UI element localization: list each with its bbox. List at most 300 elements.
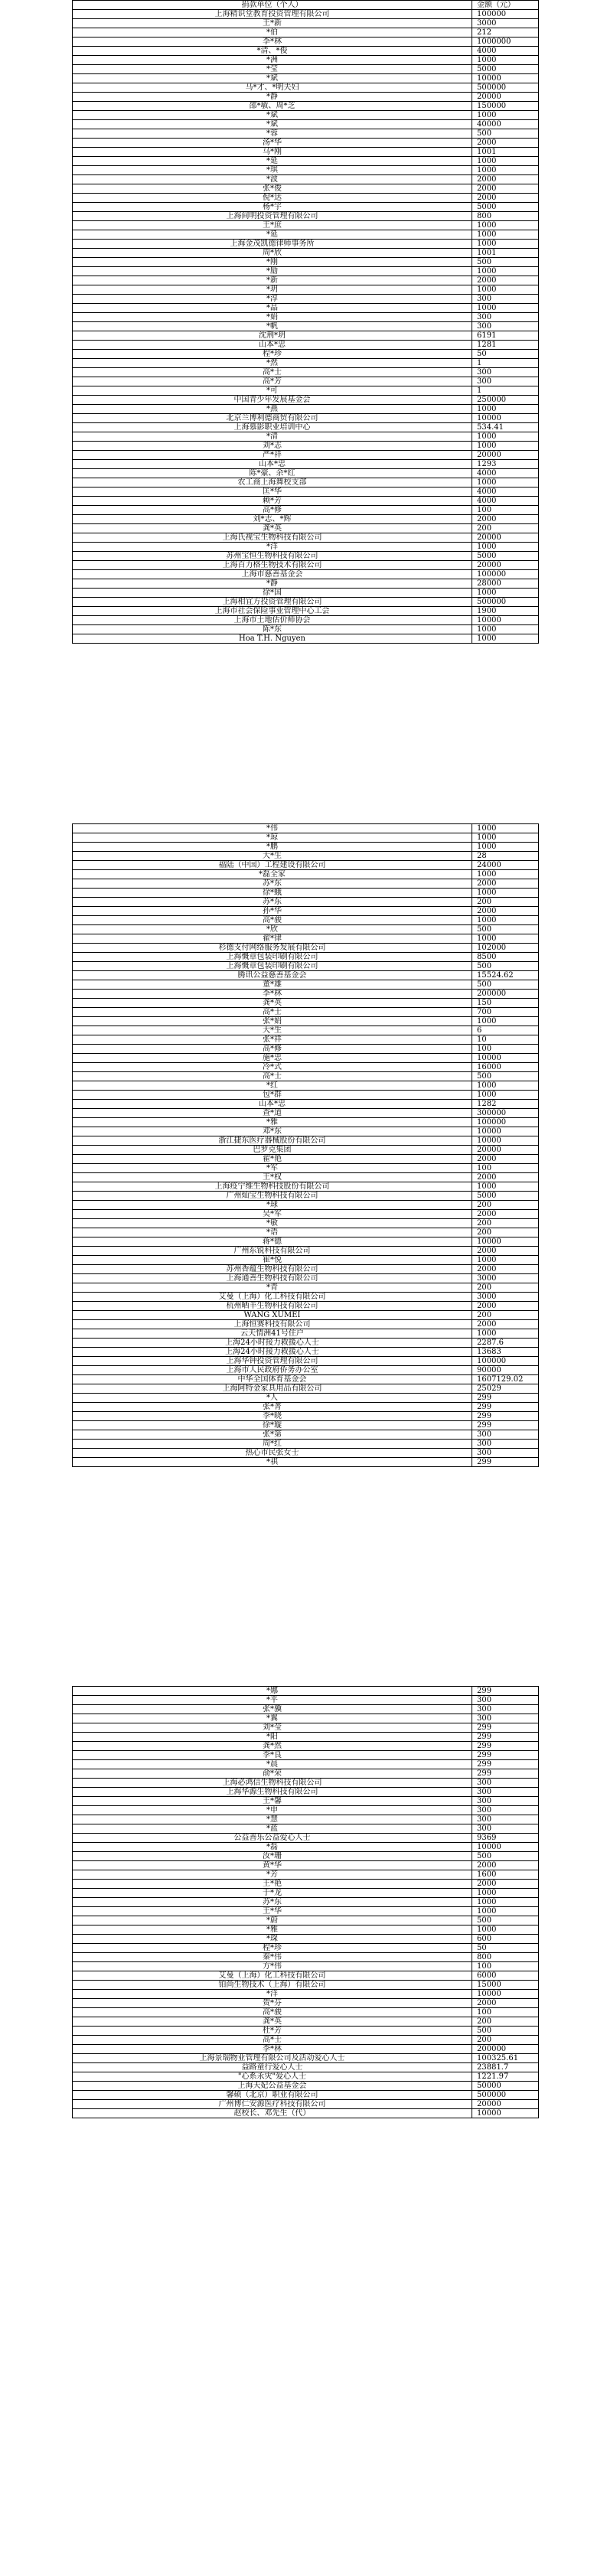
donor-name: 苏*东 <box>73 879 472 889</box>
donor-name: 苏州香蕴生物科技有限公司 <box>73 1265 472 1274</box>
table-row <box>73 1430 539 1440</box>
donor-name: *蓝 <box>73 1824 472 1834</box>
donor-name: 热心市民张女士 <box>73 1449 472 1458</box>
table-row <box>73 377 539 386</box>
table-row <box>73 1100 539 1109</box>
table-row <box>73 515 539 524</box>
donor-name: 徐*璇 <box>73 1421 472 1430</box>
donor-name: *延 <box>73 230 472 240</box>
table-row <box>73 1449 539 1458</box>
donation-amount: 1000 <box>472 111 539 120</box>
donor-name: 李*林 <box>73 37 472 47</box>
table-row <box>73 1375 539 1384</box>
donor-name: 王*庶 <box>73 221 472 230</box>
donation-amount: 1000000 <box>472 37 539 47</box>
table-row <box>73 295 539 304</box>
table-row <box>73 1751 539 1760</box>
donor-name: *伟 <box>73 824 472 833</box>
donor-name: 上海慕影职业培训中心 <box>73 423 472 432</box>
donor-name: 董*雄 <box>73 980 472 990</box>
donation-amount: 500 <box>472 1916 539 1925</box>
donation-amount: 300 <box>472 1797 539 1806</box>
donor-name: 李*林 <box>73 990 472 999</box>
donation-amount: 1000 <box>472 843 539 852</box>
table-row <box>73 487 539 497</box>
donation-amount: 2000 <box>472 1210 539 1219</box>
donation-amount: 200 <box>472 1311 539 1320</box>
table-row <box>73 74 539 83</box>
table-row <box>73 1182 539 1192</box>
donor-name: 苏*东 <box>73 898 472 907</box>
table-row <box>73 1091 539 1100</box>
donation-amount: 500000 <box>472 598 539 607</box>
donation-amount: 10000 <box>472 616 539 625</box>
donor-name: *磊 <box>73 1843 472 1852</box>
donor-name: 高*士 <box>73 2036 472 2045</box>
donation-amount: 299 <box>472 1412 539 1421</box>
donor-name: 高*芳 <box>73 377 472 386</box>
table-row <box>73 2091 539 2100</box>
donor-name: 上海百力格生物技术有限公司 <box>73 561 472 570</box>
donor-name: 匡*华 <box>73 487 472 497</box>
table-row <box>73 1990 539 1999</box>
table-row <box>73 879 539 889</box>
donor-name: 上海市土地估价师协会 <box>73 616 472 625</box>
table-row <box>73 824 539 833</box>
table-row <box>73 1339 539 1348</box>
donation-amount: 6000 <box>472 1971 539 1981</box>
table-row <box>73 1237 539 1247</box>
donor-name: *莹 <box>73 65 472 74</box>
donation-amount: 20000 <box>472 561 539 570</box>
donor-name: 王*艳 <box>73 1880 472 1889</box>
donor-name: 上海慨章包装印刷有限公司 <box>73 962 472 971</box>
table-row <box>73 552 539 561</box>
donation-amount: 2000 <box>472 1173 539 1182</box>
donor-name: 高*士 <box>73 1008 472 1017</box>
donor-name: 张*娟 <box>73 1017 472 1026</box>
table-row <box>73 184 539 194</box>
donor-name: 刘*志 <box>73 442 472 451</box>
table-row <box>73 1843 539 1852</box>
donation-amount: 300 <box>472 313 539 322</box>
donation-amount: 1000 <box>472 221 539 230</box>
table-row <box>73 350 539 359</box>
donation-amount: 1282 <box>472 1100 539 1109</box>
table-row <box>73 120 539 129</box>
donation-amount: 200 <box>472 1283 539 1293</box>
donor-name: 邵*敏、周*芝 <box>73 102 472 111</box>
donation-amount: 300 <box>472 1788 539 1797</box>
donation-amount: 1281 <box>472 341 539 350</box>
table-row <box>73 469 539 478</box>
donor-name: *静 <box>73 93 472 102</box>
table-row <box>73 451 539 460</box>
table-row <box>73 1696 539 1705</box>
donor-name: Hoa T.H. Nguyen <box>73 634 472 644</box>
donation-amount: 300 <box>472 1705 539 1714</box>
table-row <box>73 230 539 240</box>
donor-name: 高*修 <box>73 1045 472 1054</box>
table-row <box>73 1118 539 1127</box>
donor-name: 马*刚 <box>73 148 472 157</box>
table-row <box>73 1155 539 1164</box>
donor-name: 大*生 <box>73 1026 472 1035</box>
table-row <box>73 423 539 432</box>
table-row <box>73 1320 539 1329</box>
table-row <box>73 139 539 148</box>
donation-amount: 10000 <box>472 1990 539 1999</box>
table-row <box>73 1760 539 1769</box>
donation-amount: 500 <box>472 1072 539 1081</box>
table-row <box>73 1797 539 1806</box>
donation-amount: 28 <box>472 852 539 861</box>
donation-amount: 1000 <box>472 543 539 552</box>
donor-name: 徐*国 <box>73 589 472 598</box>
donor-name: 刘*莹 <box>73 1723 472 1733</box>
donor-name: *敏 <box>73 1219 472 1228</box>
donor-name: 中华全国体育基金会 <box>73 1375 472 1384</box>
donation-amount: 500 <box>472 2027 539 2036</box>
table-row <box>73 93 539 102</box>
donation-amount: 200000 <box>472 990 539 999</box>
table-row <box>73 2017 539 2027</box>
donor-name: 李*林 <box>73 2045 472 2054</box>
donation-amount: 1000 <box>472 230 539 240</box>
donation-amount: 300 <box>472 1815 539 1824</box>
table-row <box>73 414 539 423</box>
donation-amount: 299 <box>472 1723 539 1733</box>
donation-table-2 <box>72 823 539 1467</box>
donation-amount: 600 <box>472 1935 539 1944</box>
donation-amount: 2000 <box>472 276 539 285</box>
donor-name: *青 <box>73 1283 472 1293</box>
donor-name: 广州东锐科技有限公司 <box>73 1247 472 1256</box>
table-row <box>73 405 539 414</box>
donation-amount: 299 <box>472 1421 539 1430</box>
donation-amount: 2000 <box>472 184 539 194</box>
table-row <box>73 1834 539 1843</box>
table-row <box>73 833 539 843</box>
table-row <box>73 212 539 221</box>
donation-amount: 800 <box>472 212 539 221</box>
donor-name: WANG XUMEI <box>73 1311 472 1320</box>
table-row <box>73 1852 539 1861</box>
table-row <box>73 1063 539 1072</box>
donation-amount: 299 <box>472 1760 539 1769</box>
donation-amount: 2000 <box>472 1320 539 1329</box>
table-row <box>73 1357 539 1366</box>
table-row <box>73 1146 539 1155</box>
donor-name: 高*骏 <box>73 916 472 925</box>
donor-name: 王*华 <box>73 1907 472 1916</box>
donation-amount: 500 <box>472 980 539 990</box>
donor-name: 查*道 <box>73 1109 472 1118</box>
table-row <box>73 1274 539 1283</box>
donation-amount: 2000 <box>472 907 539 916</box>
table-row <box>73 1265 539 1274</box>
donation-amount: 40000 <box>472 120 539 129</box>
donor-name: 贺*芬 <box>73 1999 472 2008</box>
donation-amount: 1900 <box>472 607 539 616</box>
donor-name: *人 <box>73 1394 472 1403</box>
donor-name: 秦*伟 <box>73 1953 472 1962</box>
table-row <box>73 990 539 999</box>
table-row <box>73 10 539 19</box>
table-row <box>73 543 539 552</box>
donor-name: *洲 <box>73 56 472 65</box>
donor-name: 上海氏视宝生物科技有限公司 <box>73 533 472 543</box>
donation-amount: 24000 <box>472 861 539 870</box>
table-row <box>73 1971 539 1981</box>
table-row <box>73 1302 539 1311</box>
donation-amount: 100 <box>472 1045 539 1054</box>
donation-amount: 300000 <box>472 1109 539 1118</box>
donation-amount: 200 <box>472 1219 539 1228</box>
table-row <box>73 1384 539 1394</box>
table-row <box>73 1109 539 1118</box>
donor-name: 龚*英 <box>73 524 472 533</box>
table-row <box>73 852 539 861</box>
table-row <box>73 1861 539 1870</box>
table-row <box>73 1440 539 1449</box>
table-row <box>73 1723 539 1733</box>
table-row <box>73 1788 539 1797</box>
donor-name: *球 <box>73 1201 472 1210</box>
donation-amount: 1000 <box>472 634 539 644</box>
table-row <box>73 1210 539 1219</box>
table-row <box>73 396 539 405</box>
table-row <box>73 999 539 1008</box>
table-row <box>73 870 539 879</box>
table-row <box>73 258 539 267</box>
donor-name: 中国青少年发展基金会 <box>73 396 472 405</box>
donor-name: 艾曼（上海）化工科技有限公司 <box>73 1971 472 1981</box>
donor-name: 腾讯公益慈善基金会 <box>73 971 472 980</box>
donation-amount: 4000 <box>472 497 539 506</box>
donation-amount: 534.41 <box>472 423 539 432</box>
donation-amount: 10 <box>472 1035 539 1045</box>
table-row <box>73 506 539 515</box>
table-row <box>73 916 539 925</box>
donor-name: 徐*蛾 <box>73 889 472 898</box>
table-row <box>73 285 539 295</box>
table-row <box>73 1742 539 1751</box>
donation-amount: 200 <box>472 1201 539 1210</box>
donation-amount: 700 <box>472 1008 539 1017</box>
donation-amount: 300 <box>472 1714 539 1723</box>
donor-name: 张*俊 <box>73 184 472 194</box>
table-row <box>73 1201 539 1210</box>
table-row <box>73 460 539 469</box>
donation-amount: 10000 <box>472 1127 539 1136</box>
header-donor: 捐款单位（个人） <box>73 1 472 10</box>
donation-amount: 299 <box>472 1458 539 1467</box>
table-row <box>73 194 539 203</box>
donation-amount: 8500 <box>472 953 539 962</box>
donor-name: *延 <box>73 157 472 166</box>
donor-name: 浙江捷东医疗器械股份有限公司 <box>73 1136 472 1146</box>
donation-amount: 2287.6 <box>472 1339 539 1348</box>
donation-amount: 3000 <box>472 1293 539 1302</box>
table-row <box>73 2063 539 2072</box>
donation-amount: 10000 <box>472 1237 539 1247</box>
donor-name: 广州博仁安源医疗科技有限公司 <box>73 2100 472 2109</box>
donor-name: 蒋*德 <box>73 1237 472 1247</box>
table-row <box>73 934 539 944</box>
donation-amount: 1000 <box>472 166 539 175</box>
table-row <box>73 2109 539 2118</box>
donor-name: *斌 <box>73 74 472 83</box>
table-row <box>73 1228 539 1237</box>
donor-name: 程*珍 <box>73 350 472 359</box>
donor-name: 崔*悦 <box>73 1256 472 1265</box>
donation-amount: 100325.61 <box>472 2054 539 2063</box>
donor-name: *斌 <box>73 111 472 120</box>
donor-name: 翟*律 <box>73 934 472 944</box>
donation-amount: 1000 <box>472 934 539 944</box>
donation-amount: 6191 <box>472 331 539 341</box>
donor-name: *静 <box>73 579 472 589</box>
donor-name: *蔚 <box>73 1916 472 1925</box>
donor-name: *平 <box>73 1696 472 1705</box>
donor-name: 王*权 <box>73 1173 472 1182</box>
donation-amount: 3000 <box>472 19 539 28</box>
donation-amount: 1000 <box>472 478 539 487</box>
donation-amount: 15524.62 <box>472 971 539 980</box>
donation-amount: 300 <box>472 1696 539 1705</box>
table-row <box>73 907 539 916</box>
donation-amount: 300 <box>472 1449 539 1458</box>
donor-name: 馨硕（北京）职业有限公司 <box>73 2091 472 2100</box>
donor-name: 马*才、*明夫妇 <box>73 83 472 93</box>
donor-name: 福陆（中国）工程建设有限公司 <box>73 861 472 870</box>
donation-amount: 10000 <box>472 1054 539 1063</box>
donation-amount: 2000 <box>472 1999 539 2008</box>
table-row <box>73 1714 539 1723</box>
donor-name: *阳 <box>73 1733 472 1742</box>
table-row <box>73 304 539 313</box>
donor-name: 龚*然 <box>73 1742 472 1751</box>
table-row <box>73 1127 539 1136</box>
table-row <box>73 616 539 625</box>
donor-name: 陈*豪、余*红 <box>73 469 472 478</box>
donation-amount: 200 <box>472 2017 539 2027</box>
table-row <box>73 1962 539 1971</box>
table-row <box>73 1815 539 1824</box>
table-row <box>73 953 539 962</box>
donor-name: 上海相宜方投资管理有限公司 <box>73 598 472 607</box>
table-row <box>73 1705 539 1714</box>
donor-name: 程*珍 <box>73 1944 472 1953</box>
donation-amount: 100000 <box>472 10 539 19</box>
donor-name: *祺 <box>73 1458 472 1467</box>
donation-amount: 500 <box>472 129 539 139</box>
donor-name: *雅 <box>73 1925 472 1935</box>
donation-amount: 10000 <box>472 414 539 423</box>
donor-name: 周*欣 <box>73 249 472 258</box>
donation-amount: 10000 <box>472 1136 539 1146</box>
donation-amount: 299 <box>472 1394 539 1403</box>
table-row <box>73 1953 539 1962</box>
donation-amount: 10000 <box>472 1843 539 1852</box>
donation-amount: 25029 <box>472 1384 539 1394</box>
table-row <box>73 2072 539 2082</box>
donation-amount: 1000 <box>472 916 539 925</box>
donor-name: 俞*荣 <box>73 1769 472 1779</box>
donor-name: 上海阿特金家具用品有限公司 <box>73 1384 472 1394</box>
donation-amount: 150000 <box>472 102 539 111</box>
donor-name: *刚 <box>73 258 472 267</box>
donor-name: *晶 <box>73 304 472 313</box>
table-row <box>73 267 539 276</box>
donation-amount: 300 <box>472 1440 539 1449</box>
donor-name: 黄*华 <box>73 1861 472 1870</box>
table-row <box>73 1403 539 1412</box>
table-row <box>73 1898 539 1907</box>
donor-name: *娟 <box>73 313 472 322</box>
donor-name: 张*菁 <box>73 1403 472 1412</box>
table-row <box>73 1283 539 1293</box>
donor-name: *新 <box>73 276 472 285</box>
table-row <box>73 1017 539 1026</box>
donor-name: 上海精识堂教育投资管理有限公司 <box>73 10 472 19</box>
donation-amount: 1000 <box>472 1907 539 1916</box>
donation-amount: 1000 <box>472 1898 539 1907</box>
donation-amount: 1 <box>472 359 539 368</box>
donor-name: *伯 <box>73 28 472 37</box>
donation-amount: 200 <box>472 898 539 907</box>
table-row <box>73 1026 539 1035</box>
donor-name: 汝*珊 <box>73 1852 472 1861</box>
donor-name: 赵校长、邓先生（代） <box>73 2109 472 2118</box>
table-row <box>73 1999 539 2008</box>
donation-amount: 212 <box>472 28 539 37</box>
donor-name: 公益善乐公益爱心人士 <box>73 1834 472 1843</box>
donor-name: 艾曼（上海）化工科技有限公司 <box>73 1293 472 1302</box>
donor-name: *燕 <box>73 405 472 414</box>
donation-amount: 1000 <box>472 1017 539 1026</box>
donor-name: 上海慨章包装印刷有限公司 <box>73 953 472 962</box>
donor-name: 高*士 <box>73 368 472 377</box>
donation-amount: 102000 <box>472 944 539 953</box>
table-row <box>73 1329 539 1339</box>
donation-amount: 1000 <box>472 442 539 451</box>
donation-amount: 20000 <box>472 533 539 543</box>
table-row <box>73 598 539 607</box>
donation-amount: 1000 <box>472 157 539 166</box>
table-row <box>73 56 539 65</box>
donation-amount: 1000 <box>472 1081 539 1091</box>
table-row <box>73 359 539 368</box>
donation-amount: 500 <box>472 962 539 971</box>
table-row <box>73 19 539 28</box>
donor-name: *娜 <box>73 1687 472 1696</box>
donor-name: 方*伟 <box>73 1962 472 1971</box>
table-header-row <box>73 1 539 10</box>
table-row <box>73 1054 539 1063</box>
table-row <box>73 1421 539 1430</box>
donation-amount: 1000 <box>472 1925 539 1935</box>
table-row <box>73 889 539 898</box>
donation-amount: 5000 <box>472 203 539 212</box>
donation-amount: 1000 <box>472 304 539 313</box>
donor-name: 吴*军 <box>73 1210 472 1219</box>
donation-amount: 2000 <box>472 1265 539 1274</box>
donation-amount: 2000 <box>472 1155 539 1164</box>
table-row <box>73 240 539 249</box>
table-row <box>73 570 539 579</box>
